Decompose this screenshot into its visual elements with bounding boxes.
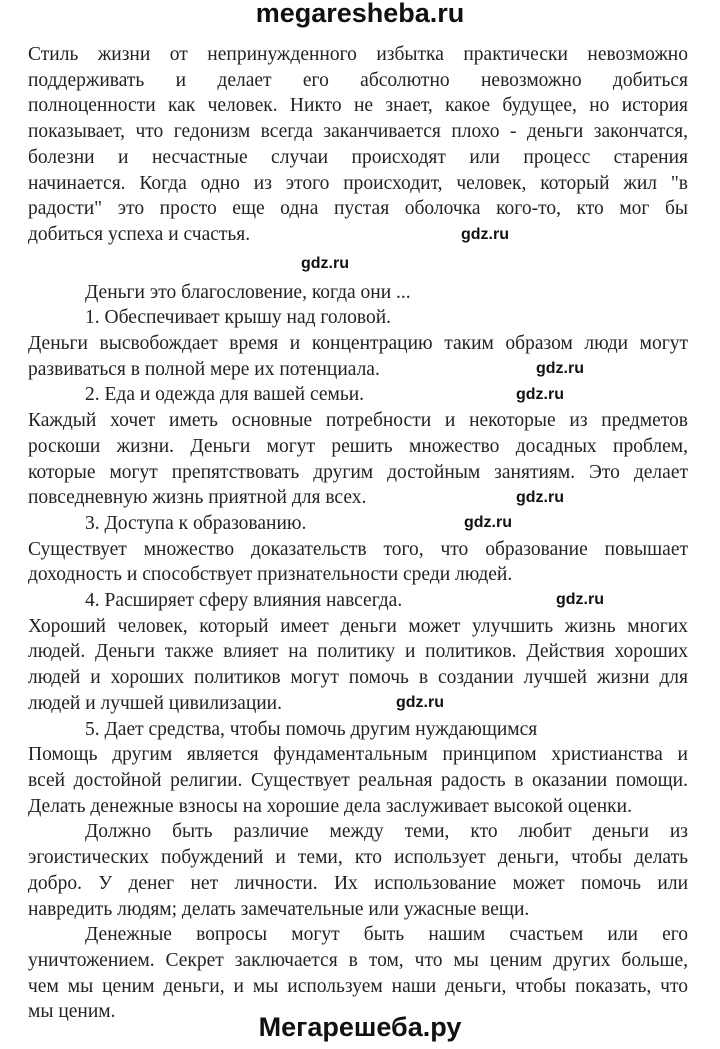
list-heading: 4. Расширяет сферу влияния навсегда.	[85, 590, 403, 612]
list-heading: 1. Обеспечивает крышу над головой.	[85, 307, 392, 329]
text-line: полноценности как человек. Никто не знает, какое будущее, но история	[28, 95, 688, 117]
text-line: радости" это просто еще одна пустая оболочка кого-то, кто мог бы	[28, 198, 688, 220]
text-line: Существует множество доказательств того, что образование повышает	[28, 538, 688, 560]
text-line: уничтожением. Секрет заключается в том, что мы ценим других больше,	[28, 949, 688, 971]
text-line: роскоши жизни. Деньги могут решить множество досадных проблем,	[28, 435, 688, 457]
text-line: людей. Деньги также влияет на политику и политиков. Действия хороших	[28, 641, 688, 663]
watermark: gdz.ru	[461, 226, 509, 243]
list-heading: Деньги это благословение, когда они ...	[85, 281, 411, 303]
text-line: болезни и несчастные случаи происходят или процесс старения	[28, 146, 688, 168]
text-line: людей и лучшей цивилизации.	[28, 692, 282, 714]
text-line: развиваться в полной мере их потенциала.	[28, 358, 380, 380]
text-line: чем мы ценим деньги, и мы используем наши деньги, чтобы показать, что	[28, 975, 688, 997]
watermark: gdz.ru	[516, 386, 564, 403]
document-body	[28, 42, 688, 1025]
text-line: Деньги высвобождает время и концентрацию таким образом люди могут	[28, 333, 688, 355]
text-line: людей и хороших политиков могут помочь в создании лучшей жизни для	[28, 667, 688, 689]
text-line: добро. У денег нет личности. Их использование может помочь или	[28, 872, 688, 894]
text-line: Стиль жизни от непринужденного избытка практически невозможно	[28, 44, 688, 65]
text-line: эгоистических побуждений и теми, кто использует деньги, чтобы делать	[28, 847, 688, 869]
text-line: Помощь другим является фундаментальным принципом христианства и	[28, 744, 688, 766]
text-line: Должно быть различие между теми, кто любит деньги из	[85, 821, 688, 843]
watermark: gdz.ru	[396, 694, 444, 711]
text-line: повседневную жизнь приятной для всех.	[28, 487, 367, 509]
text-line: навредить людям; делать замечательные или ужасные вещи.	[28, 898, 530, 920]
text-line: начинается. Когда одно из этого происходит, человек, который жил "в	[28, 172, 688, 194]
watermark: gdz.ru	[301, 255, 349, 272]
site-footer-logo: Мегарешеба.ру	[258, 1012, 462, 1042]
watermark: gdz.ru	[556, 591, 604, 608]
list-heading: 2. Еда и одежда для вашей семьи.	[85, 384, 365, 406]
list-heading: 3. Доступа к образованию.	[85, 512, 307, 534]
text-line: всей достойной религии. Существует реальная радость в оказании помощи.	[28, 769, 688, 791]
text-line: поддерживать и делает его абсолютно невозможно добиться	[28, 69, 688, 91]
text-line: Хороший человек, который имеет деньги может улучшить жизнь многих	[28, 615, 688, 637]
paragraph-gap	[28, 248, 688, 280]
text-line: добиться успеха и счастья.	[28, 223, 251, 245]
watermark: gdz.ru	[516, 489, 564, 506]
text-line: Делать денежные взносы на хорошие дела заслуживает высокой оценки.	[28, 795, 632, 817]
text-line: показывает, что гедонизм всегда заканчивается плохо - деньги закончатся,	[28, 121, 688, 143]
watermark: gdz.ru	[536, 360, 584, 377]
site-header-logo: megaresheba.ru	[255, 0, 465, 28]
list-heading: 5. Дает средства, чтобы помочь другим нуждающимся	[85, 718, 538, 740]
text-line: доходность и способствует признательности среди людей.	[28, 564, 513, 586]
watermark: gdz.ru	[464, 514, 512, 531]
text-line: которые могут препятствовать другим достойным занятиям. Это делает	[28, 461, 688, 483]
text-line: Каждый хочет иметь основные потребности и некоторые из предметов	[28, 410, 688, 432]
text-line: Денежные вопросы могут быть нашим счастьем или его	[85, 924, 688, 946]
text-line: мы ценим.	[28, 1001, 116, 1023]
